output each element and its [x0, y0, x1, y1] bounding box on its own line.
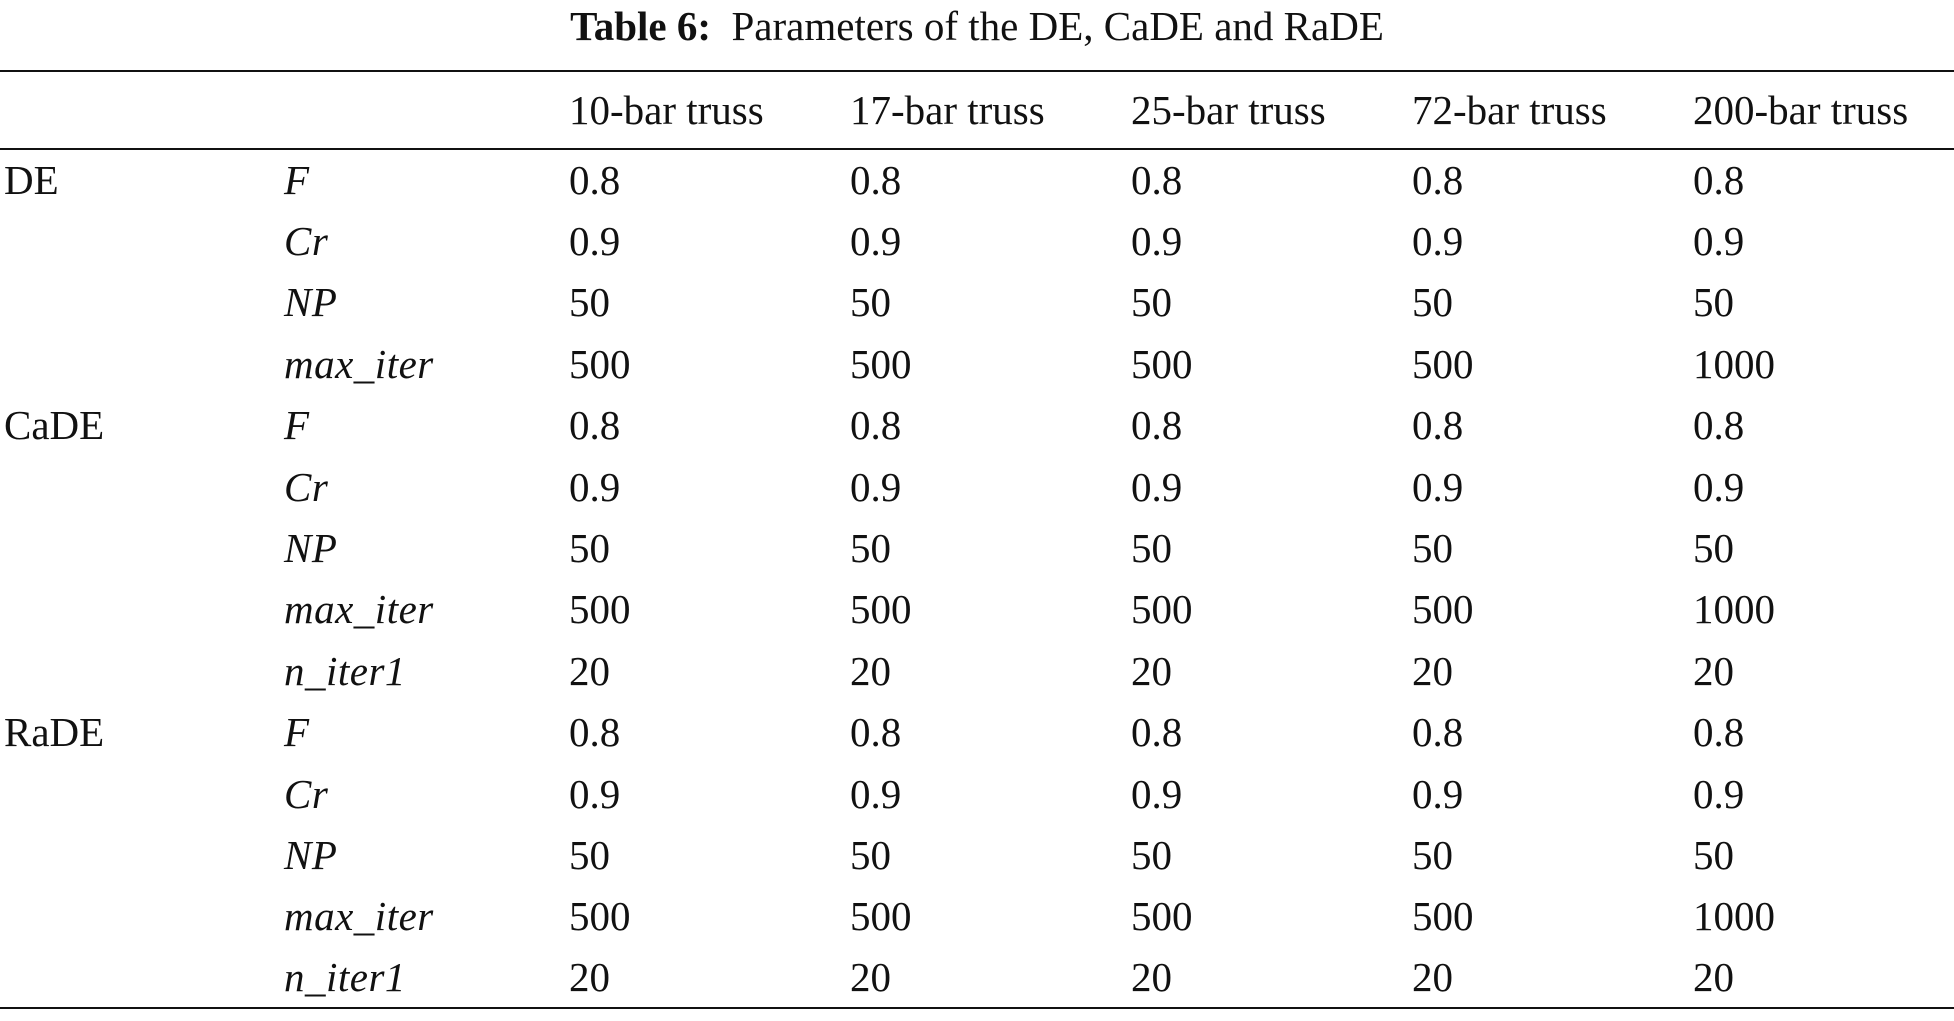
value-cell: 20	[1131, 647, 1172, 694]
method-cell	[0, 333, 284, 394]
table-caption	[0, 0, 1954, 52]
table-row	[0, 824, 1954, 885]
value-cell: 50	[569, 831, 610, 878]
value-cell: 500	[1131, 586, 1193, 633]
table-row	[0, 517, 1954, 578]
header-cell: 10-bar truss	[569, 87, 764, 133]
value-cell: 50	[569, 525, 610, 572]
value-cell: 50	[850, 279, 891, 326]
value-cell: 20	[850, 954, 891, 1001]
header-cell: 200-bar truss	[1693, 87, 1909, 133]
method-cell	[0, 272, 284, 333]
value-cell: 0.8	[1693, 157, 1745, 204]
value-cell: 500	[1412, 586, 1474, 633]
value-cell: 50	[1131, 525, 1172, 572]
value-cell: 0.8	[1693, 709, 1745, 756]
value-cell: 50	[1131, 831, 1172, 878]
value-cell: 0.8	[1131, 157, 1183, 204]
method-cell	[0, 824, 284, 885]
value-cell: 0.9	[850, 770, 902, 817]
method-cell	[0, 763, 284, 824]
method-cell	[0, 517, 284, 578]
value-cell: 500	[850, 893, 912, 940]
value-cell: 0.8	[1412, 157, 1464, 204]
value-cell: 20	[569, 647, 610, 694]
value-cell: 500	[1131, 893, 1193, 940]
table-row	[0, 149, 1954, 210]
value-cell: 0.8	[850, 402, 902, 449]
parameter-cell: max_iter	[284, 340, 434, 387]
value-cell: 0.8	[569, 709, 621, 756]
parameter-cell: max_iter	[284, 586, 434, 633]
table-row	[0, 456, 1954, 517]
method-cell	[0, 210, 284, 271]
value-cell: 50	[569, 279, 610, 326]
parameter-cell: F	[284, 402, 310, 449]
value-cell: 500	[569, 340, 631, 387]
method-cell	[0, 886, 284, 947]
value-cell: 20	[1693, 954, 1734, 1001]
value-cell: 0.9	[1131, 770, 1183, 817]
header-cell	[284, 71, 569, 149]
value-cell: 0.9	[1131, 463, 1183, 510]
value-cell: 0.8	[1131, 709, 1183, 756]
value-cell: 0.9	[1412, 463, 1464, 510]
table-row	[0, 947, 1954, 1008]
value-cell: 0.9	[569, 463, 621, 510]
value-cell: 50	[1412, 525, 1453, 572]
value-cell: 50	[1693, 525, 1734, 572]
value-cell: 20	[1131, 954, 1172, 1001]
method-cell	[0, 640, 284, 701]
table-row	[0, 886, 1954, 947]
value-cell: 20	[1412, 954, 1453, 1001]
table-body	[0, 149, 1954, 1008]
value-cell: 0.8	[1693, 402, 1745, 449]
method-cell	[0, 579, 284, 640]
table-caption-label: Table 6:	[570, 3, 711, 49]
value-cell: 0.8	[1412, 709, 1464, 756]
parameter-cell: F	[284, 709, 310, 756]
value-cell: 500	[850, 340, 912, 387]
value-cell: 1000	[1693, 893, 1775, 940]
value-cell: 20	[569, 954, 610, 1001]
parameter-cell: Cr	[284, 463, 329, 510]
value-cell: 500	[1412, 340, 1474, 387]
value-cell: 0.8	[850, 157, 902, 204]
table-row	[0, 640, 1954, 701]
value-cell: 50	[850, 831, 891, 878]
method-cell: RaDE	[4, 709, 105, 756]
table-row	[0, 272, 1954, 333]
value-cell: 20	[850, 647, 891, 694]
value-cell: 20	[1693, 647, 1734, 694]
value-cell: 50	[1131, 279, 1172, 326]
value-cell: 0.8	[850, 709, 902, 756]
value-cell: 500	[1412, 893, 1474, 940]
header-cell	[0, 71, 284, 149]
value-cell: 1000	[1693, 586, 1775, 633]
value-cell: 1000	[1693, 340, 1775, 387]
header-cell: 17-bar truss	[850, 87, 1045, 133]
table-caption-text: Parameters of the DE, CaDE and RaDE	[731, 3, 1384, 49]
value-cell: 0.9	[569, 218, 621, 265]
value-cell: 0.8	[1412, 402, 1464, 449]
value-cell: 0.8	[569, 157, 621, 204]
header-row	[0, 71, 1954, 149]
value-cell: 0.9	[1693, 218, 1745, 265]
value-cell: 0.9	[1693, 770, 1745, 817]
parameter-cell: Cr	[284, 218, 329, 265]
value-cell: 0.9	[1412, 770, 1464, 817]
parameter-cell: n_iter1	[284, 954, 406, 1001]
method-cell	[0, 947, 284, 1008]
table-header	[0, 71, 1954, 149]
value-cell: 0.8	[1131, 402, 1183, 449]
value-cell: 50	[1693, 279, 1734, 326]
table-row	[0, 395, 1954, 456]
table-row	[0, 763, 1954, 824]
value-cell: 50	[1412, 279, 1453, 326]
value-cell: 500	[569, 893, 631, 940]
method-cell: CaDE	[4, 402, 105, 449]
value-cell: 0.9	[850, 218, 902, 265]
value-cell: 50	[850, 525, 891, 572]
parameter-cell: n_iter1	[284, 647, 406, 694]
value-cell: 50	[1412, 831, 1453, 878]
table-row	[0, 579, 1954, 640]
value-cell: 0.9	[1693, 463, 1745, 510]
value-cell: 0.9	[569, 770, 621, 817]
table-row	[0, 333, 1954, 394]
parameter-cell: Cr	[284, 770, 329, 817]
header-cell: 72-bar truss	[1412, 87, 1607, 133]
parameter-cell: max_iter	[284, 893, 434, 940]
parameter-cell: NP	[284, 279, 338, 326]
parameter-cell: NP	[284, 831, 338, 878]
parameter-cell: F	[284, 157, 310, 204]
table-row	[0, 702, 1954, 763]
parameter-cell: NP	[284, 525, 338, 572]
value-cell: 50	[1693, 831, 1734, 878]
method-cell	[0, 456, 284, 517]
method-cell: DE	[4, 157, 59, 204]
parameters-table	[0, 70, 1954, 1009]
value-cell: 0.8	[569, 402, 621, 449]
value-cell: 500	[850, 586, 912, 633]
table-row	[0, 210, 1954, 271]
value-cell: 0.9	[1412, 218, 1464, 265]
value-cell: 500	[569, 586, 631, 633]
value-cell: 0.9	[1131, 218, 1183, 265]
header-cell: 25-bar truss	[1131, 87, 1326, 133]
value-cell: 20	[1412, 647, 1453, 694]
value-cell: 500	[1131, 340, 1193, 387]
value-cell: 0.9	[850, 463, 902, 510]
